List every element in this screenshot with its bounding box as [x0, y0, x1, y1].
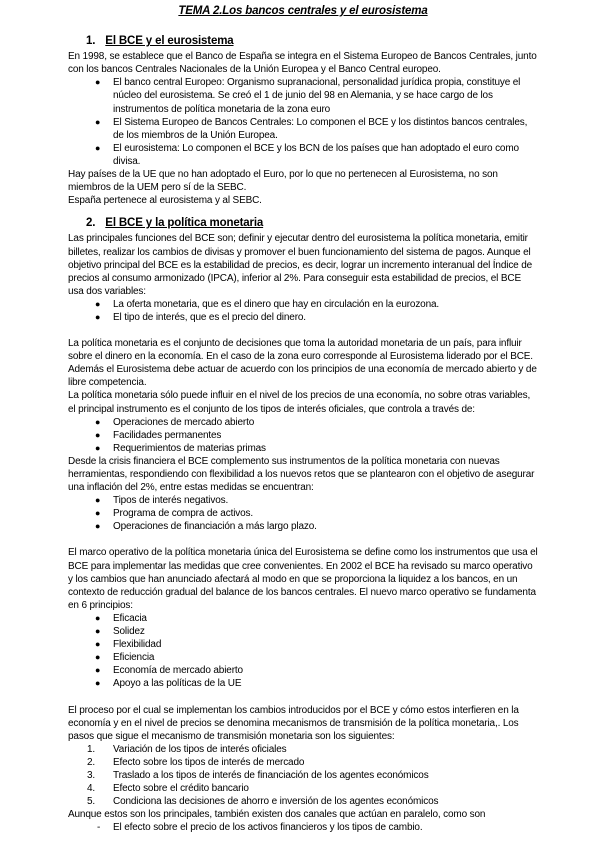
section-2-heading — [86, 217, 538, 230]
section-2 — [68, 217, 538, 834]
list-item-text: Operaciones de mercado abierto — [113, 416, 255, 428]
section-2-heading-text: El BCE y la política monetaria — [105, 217, 264, 230]
blank-line — [68, 691, 538, 704]
bullet-marker: ● — [95, 416, 101, 427]
bullet-marker: ● — [95, 116, 101, 127]
list-item-text: Flexibilidad — [113, 639, 162, 651]
list-item — [68, 677, 538, 690]
bullet-list — [68, 612, 538, 691]
bullet-marker: ● — [95, 521, 101, 532]
paragraph: Las principales funciones del BCE son; definir y ejecutar dentro del eurosistema la política monetaria, emitir billetes, realizar los cambios de divisas y promover el buen funcionamiento del sistema de pagos. Aunque el objetivo principal del BCE es la estabilidad de precios, es decir, lograr un incremento interanual del Índice de precios al consumo armonizado (IPCA), inferior al 2%. Para conseguir esta estabilidad de precios, el BCE usa dos variables: — [68, 233, 533, 297]
list-item — [68, 638, 538, 651]
bullet-list — [68, 76, 538, 168]
number-marker: 4. — [87, 783, 96, 795]
list-item-text: Apoyo a las políticas de la UE — [113, 678, 242, 690]
paragraph: España pertenece al eurosistema y al SEBC. — [68, 195, 262, 207]
list-item-text: Efecto sobre los tipos de interés de mercado — [113, 756, 305, 768]
bullet-marker: ● — [95, 442, 101, 453]
dash-list — [68, 821, 538, 834]
list-item — [68, 769, 538, 782]
bullet-list — [68, 416, 538, 455]
list-item — [68, 612, 538, 625]
paragraph: La política monetaria es el conjunto de decisiones que toma la autoridad monetaria de un país, para influir sobre el dinero en la economía. En el caso de la zona euro corresponde al Eurosistema liderado por el BCE. Además el Eurosistema debe actuar de acuerdo con los principios de una economía de mercado abierto y de libre competencia. — [68, 338, 537, 389]
list-item — [68, 494, 538, 507]
list-item — [68, 142, 538, 168]
bullet-list — [68, 298, 538, 324]
bullet-marker: ● — [95, 298, 101, 309]
list-item — [68, 298, 538, 311]
bullet-marker: ● — [95, 142, 101, 153]
list-item-text: El eurosistema: Lo componen el BCE y los BCN de los países que han adoptado el euro como divisa. — [113, 142, 519, 167]
list-item-text: Solidez — [113, 626, 145, 638]
bullet-marker: ● — [95, 508, 101, 519]
list-item — [68, 311, 538, 324]
bullet-marker: ● — [95, 612, 101, 623]
bullet-list — [68, 494, 538, 533]
bullet-marker: ● — [95, 77, 101, 88]
section-2-number: 2. — [86, 217, 96, 230]
paragraph: El proceso por el cual se implementan los cambios introducidos por el BCE y cómo estos interfieren en la economía y en el nivel de precios se denomina mecanismos de transmisión de la política monetaria,. Los pasos que sigue el mecanismo de transmisión monetaria son los siguientes: — [68, 704, 519, 742]
list-item-text: Programa de compra de activos. — [113, 508, 254, 520]
list-item-text: Economía de mercado abierto — [113, 665, 243, 677]
list-item — [68, 821, 538, 834]
blank-line — [68, 533, 538, 546]
numbered-list — [68, 743, 538, 808]
list-item-text: El banco central Europeo: Organismo supranacional, personalidad jurídica propia, constituye el núcleo del eurosistema. Se creó el 1 de junio del 98 en Alemania, y se hace cargo de los instrumentos de política monetaria de la zona euro — [113, 77, 521, 115]
paragraph: Desde la crisis financiera el BCE complemento sus instrumentos de la política monetaria con nuevas herramientas, respondiendo con flexibilidad a los nuevos retos que se plantearon con el objetivo de asegurar una inflación del 2%, entre estas medidas se encuentran: — [68, 455, 535, 494]
list-item — [68, 782, 538, 795]
section-1-heading-text: El BCE y el eurosistema — [105, 35, 234, 48]
bullet-marker: ● — [95, 311, 101, 322]
list-item — [68, 416, 538, 429]
number-marker: 2. — [87, 756, 96, 768]
section-1-number: 1. — [86, 35, 96, 48]
bullet-marker: ● — [95, 652, 101, 663]
list-item-text: El tipo de interés, que es el precio del dinero. — [113, 311, 306, 323]
list-item-text: Condiciona las decisiones de ahorro e inversión de los agentes económicos — [113, 796, 439, 808]
list-item-text: Variación de los tipos de interés oficiales — [113, 743, 287, 755]
bullet-marker: ● — [95, 626, 101, 637]
list-item — [68, 651, 538, 664]
list-item-text: Tipos de interés negativos. — [113, 495, 229, 507]
list-item — [68, 76, 538, 115]
number-marker: 5. — [87, 796, 96, 808]
bullet-marker: ● — [95, 678, 101, 689]
list-item — [68, 442, 538, 455]
paragraph: La política monetaria sólo puede influir en el nivel de los precios de una economía, no sobre otras variables, el principal instrumento es el conjunto de los tipos de interés oficiales, que controla a través de: — [68, 390, 531, 415]
list-item — [68, 756, 538, 769]
dash-marker: - — [97, 822, 101, 834]
paragraph: En 1998, se establece que el Banco de España se integra en el Sistema Europeo de Bancos Centrales, junto con los bancos Centrales Nacionales de la Unión Europea y el Banco Central europeo. — [68, 51, 537, 76]
section-1-heading — [86, 35, 538, 48]
number-marker: 3. — [87, 769, 96, 781]
paragraph: Hay países de la UE que no han adoptado el Euro, por lo que no pertenecen al Eurosistema, no son miembros de la UEM pero sí de la SEBC. — [68, 169, 498, 194]
list-item-text: Requerimientos de materias primas — [113, 442, 266, 454]
list-item-text: El efecto sobre el precio de los activos financieros y los tipos de cambio. — [113, 822, 423, 834]
list-item-text: Eficacia — [113, 612, 147, 624]
bullet-marker: ● — [95, 639, 101, 650]
section-spacer — [68, 207, 538, 217]
list-item-text: Eficiencia — [113, 652, 155, 664]
list-item — [68, 625, 538, 638]
number-marker: 1. — [87, 743, 96, 755]
paragraph: El marco operativo de la política monetaria única del Eurosistema se define como los instrumentos que usa el BCE para implementar las medidas que cree convenientes. En 2002 el BCE ha revisado su marco operativo y los cambios que han anunciado afectará al modo en que se proporciona la liquidez a los bancos, en un contexto de reducción gradual del balance de los bancos centrales. El nuevo marco operativo se fundamenta en 6 principios: — [68, 547, 538, 611]
list-item-text: La oferta monetaria, que es el dinero que hay en circulación en la eurozona. — [113, 298, 440, 310]
list-item — [68, 664, 538, 677]
list-item — [68, 429, 538, 442]
list-item — [68, 520, 538, 533]
section-1 — [68, 35, 538, 207]
list-item — [68, 116, 538, 142]
blank-line — [68, 324, 538, 337]
bullet-marker: ● — [95, 429, 101, 440]
list-item — [68, 743, 538, 756]
list-item — [68, 507, 538, 520]
list-item-text: El Sistema Europeo de Bancos Centrales: Lo componen el BCE y los distintos bancos centrales, de los miembros de la Unión Europea. — [113, 116, 528, 141]
paragraph: Aunque estos son los principales, también existen dos canales que actúan en paralelo, como son — [68, 809, 486, 821]
list-item-text: Efecto sobre el crédito bancario — [113, 783, 249, 795]
list-item-text: Operaciones de financiación a más largo plazo. — [113, 521, 317, 533]
bullet-marker: ● — [95, 665, 101, 676]
list-item — [68, 795, 538, 808]
doc-title: TEMA 2.Los bancos centrales y el eurosistema — [178, 5, 428, 17]
bullet-marker: ● — [95, 495, 101, 506]
list-item-text: Facilidades permanentes — [113, 429, 222, 441]
list-item-text: Traslado a los tipos de interés de financiación de los agentes económicos — [113, 769, 429, 781]
